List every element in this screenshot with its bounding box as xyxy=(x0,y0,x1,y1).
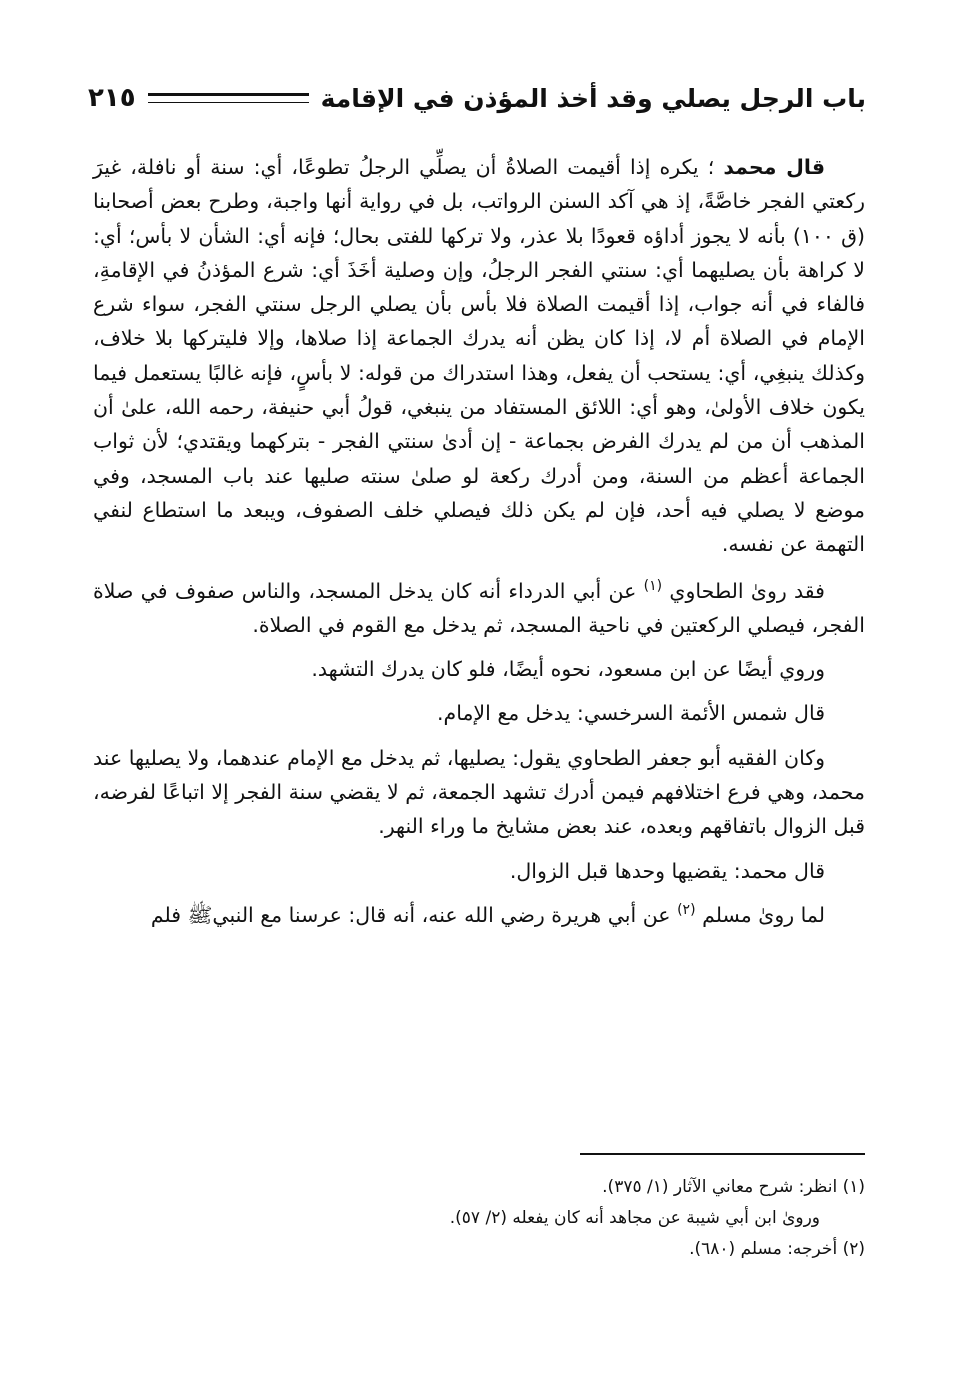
footnote-number: (١) xyxy=(842,1177,865,1197)
paragraph-text: عن أبي الدرداء أنه كان يدخل المسجد، والناس صفوف في صلاة الفجر، فيصلي الركعتين في ناحية المسجد، ثم يدخل مع القوم في الصلاة. xyxy=(93,578,865,637)
page-number: ٢١٥ xyxy=(88,83,136,113)
paragraph-2 xyxy=(93,574,865,643)
paragraph-7 xyxy=(93,898,865,932)
paragraph-4: قال شمس الأئمة السرخسي: يدخل مع الإمام. xyxy=(436,701,825,726)
footnote-ref-2[interactable]: (٢) xyxy=(677,902,696,919)
footnote-1 xyxy=(93,1172,865,1203)
paragraph-3: وروي أيضًا عن ابن مسعود، نحوه أيضًا، فلو كان يدرك التشهد. xyxy=(311,657,825,682)
paragraph-text: فقد روىٰ الطحاوي xyxy=(669,578,825,603)
running-header xyxy=(88,78,866,118)
main-text xyxy=(93,150,865,942)
chapter-title: باب الرجل يصلي وقد أخذ المؤذن في الإقامة xyxy=(320,83,866,113)
paragraph-1 xyxy=(93,150,865,562)
paragraph-text: ؛ يكره إذا أقيمت الصلاةُ أن يصلِّي الرجلُ تطوعًا، أي: سنة أو نافلة، غيرَ ركعتي الفجر خاصَّةً، إذ هي آكد السنن الرواتب، بل في رواية أنها واجبة، وطرح بعض أصحابنا (ق ١٠٠) بأنه لا يجوز أداؤه قعودًا بلا عذر، ولا تركها للفتى بحال؛ فإنه أي: الشأن لا بأس؛ أي: لا كراهة بأن يصليهما أي: سنتي الفجر الرجلُ، وإن وصلية أخَذَ أي: شرع المؤذنُ في الإقامةِ، فالفاء في أنه جواب، إذا أقيمت الصلاة فلا بأس بأن يصلي الرجل سنتي الفجر، سواء شرع الإمام في الصلاة أم لا، إذا كان يظن أنه يدرك الجماعة إذا صلاها، وإلا فليتركها بلا خلاف، وكذلك ينبغِي، أي: يستحب أن يفعل، وهذا استدراك من قوله: لا بأسٍ، فإنه غالبًا يستعمل فيما يكون خلاف الأولىٰ، وهو أي: اللائق المستفاد من ينبغي، قولُ أبي حنيفة، رحمه الله، علىٰ أن المذهب أن من لم يدرك الفرض بجماعة - إن أدىٰ سنتي الفجر - بتركهما ويقتدي؛ لأن ثواب الجماعة أعظم من السنة، ومن أدرك ركعة لو صلىٰ سنته صليها عند باب المسجد، وفي موضع لا يصلي فيه أحد، فإن لم يكن ذلك فيصلي خلف الصفوف، ويبعد ما استطاع لنفي التهمة عن نفسه. xyxy=(93,155,866,557)
footnote-text: انظر: شرح معاني الآثار (١/ ٣٧٥). xyxy=(602,1177,838,1197)
footnote-number: (٢) xyxy=(842,1239,865,1259)
footnotes xyxy=(93,1172,865,1265)
speaker-label: قال محمد xyxy=(723,155,825,179)
footnote-ref-1[interactable]: (١) xyxy=(643,577,663,594)
footnote-2 xyxy=(93,1234,865,1265)
footnote-text: أخرجه: مسلم (٦٨٠). xyxy=(689,1239,838,1259)
paragraph-text: لما روىٰ مسلم xyxy=(702,902,825,927)
paragraph-6: قال محمد: يقضيها وحدها قبل الزوال. xyxy=(509,858,825,883)
footnote-divider xyxy=(580,1153,865,1155)
paragraph-text: عن أبي هريرة رضي الله عنه، أنه قال: عرسنا مع النبيﷺ فلم xyxy=(150,902,671,927)
footnote-1-continued xyxy=(93,1203,865,1234)
paragraph-5: وكان الفقيه أبو جعفر الطحاوي يقول: يصليها، ثم يدخل مع الإمام عندهما، ولا يصليها عند محمد، وهي فرع اختلافهم فيمن أدرك تشهد الجمعة، ثم لا يقضي سنة الفجر إلا اتباعًا لفرضه، قبل الزوال باتفاقهم وبعده، عند بعض مشايخ ما وراء النهر. xyxy=(93,745,865,839)
header-rule xyxy=(148,93,309,103)
footnote-text: وروىٰ ابن أبي شيبة عن مجاهد أنه كان يفعله (٢/ ٥٧). xyxy=(449,1208,820,1228)
